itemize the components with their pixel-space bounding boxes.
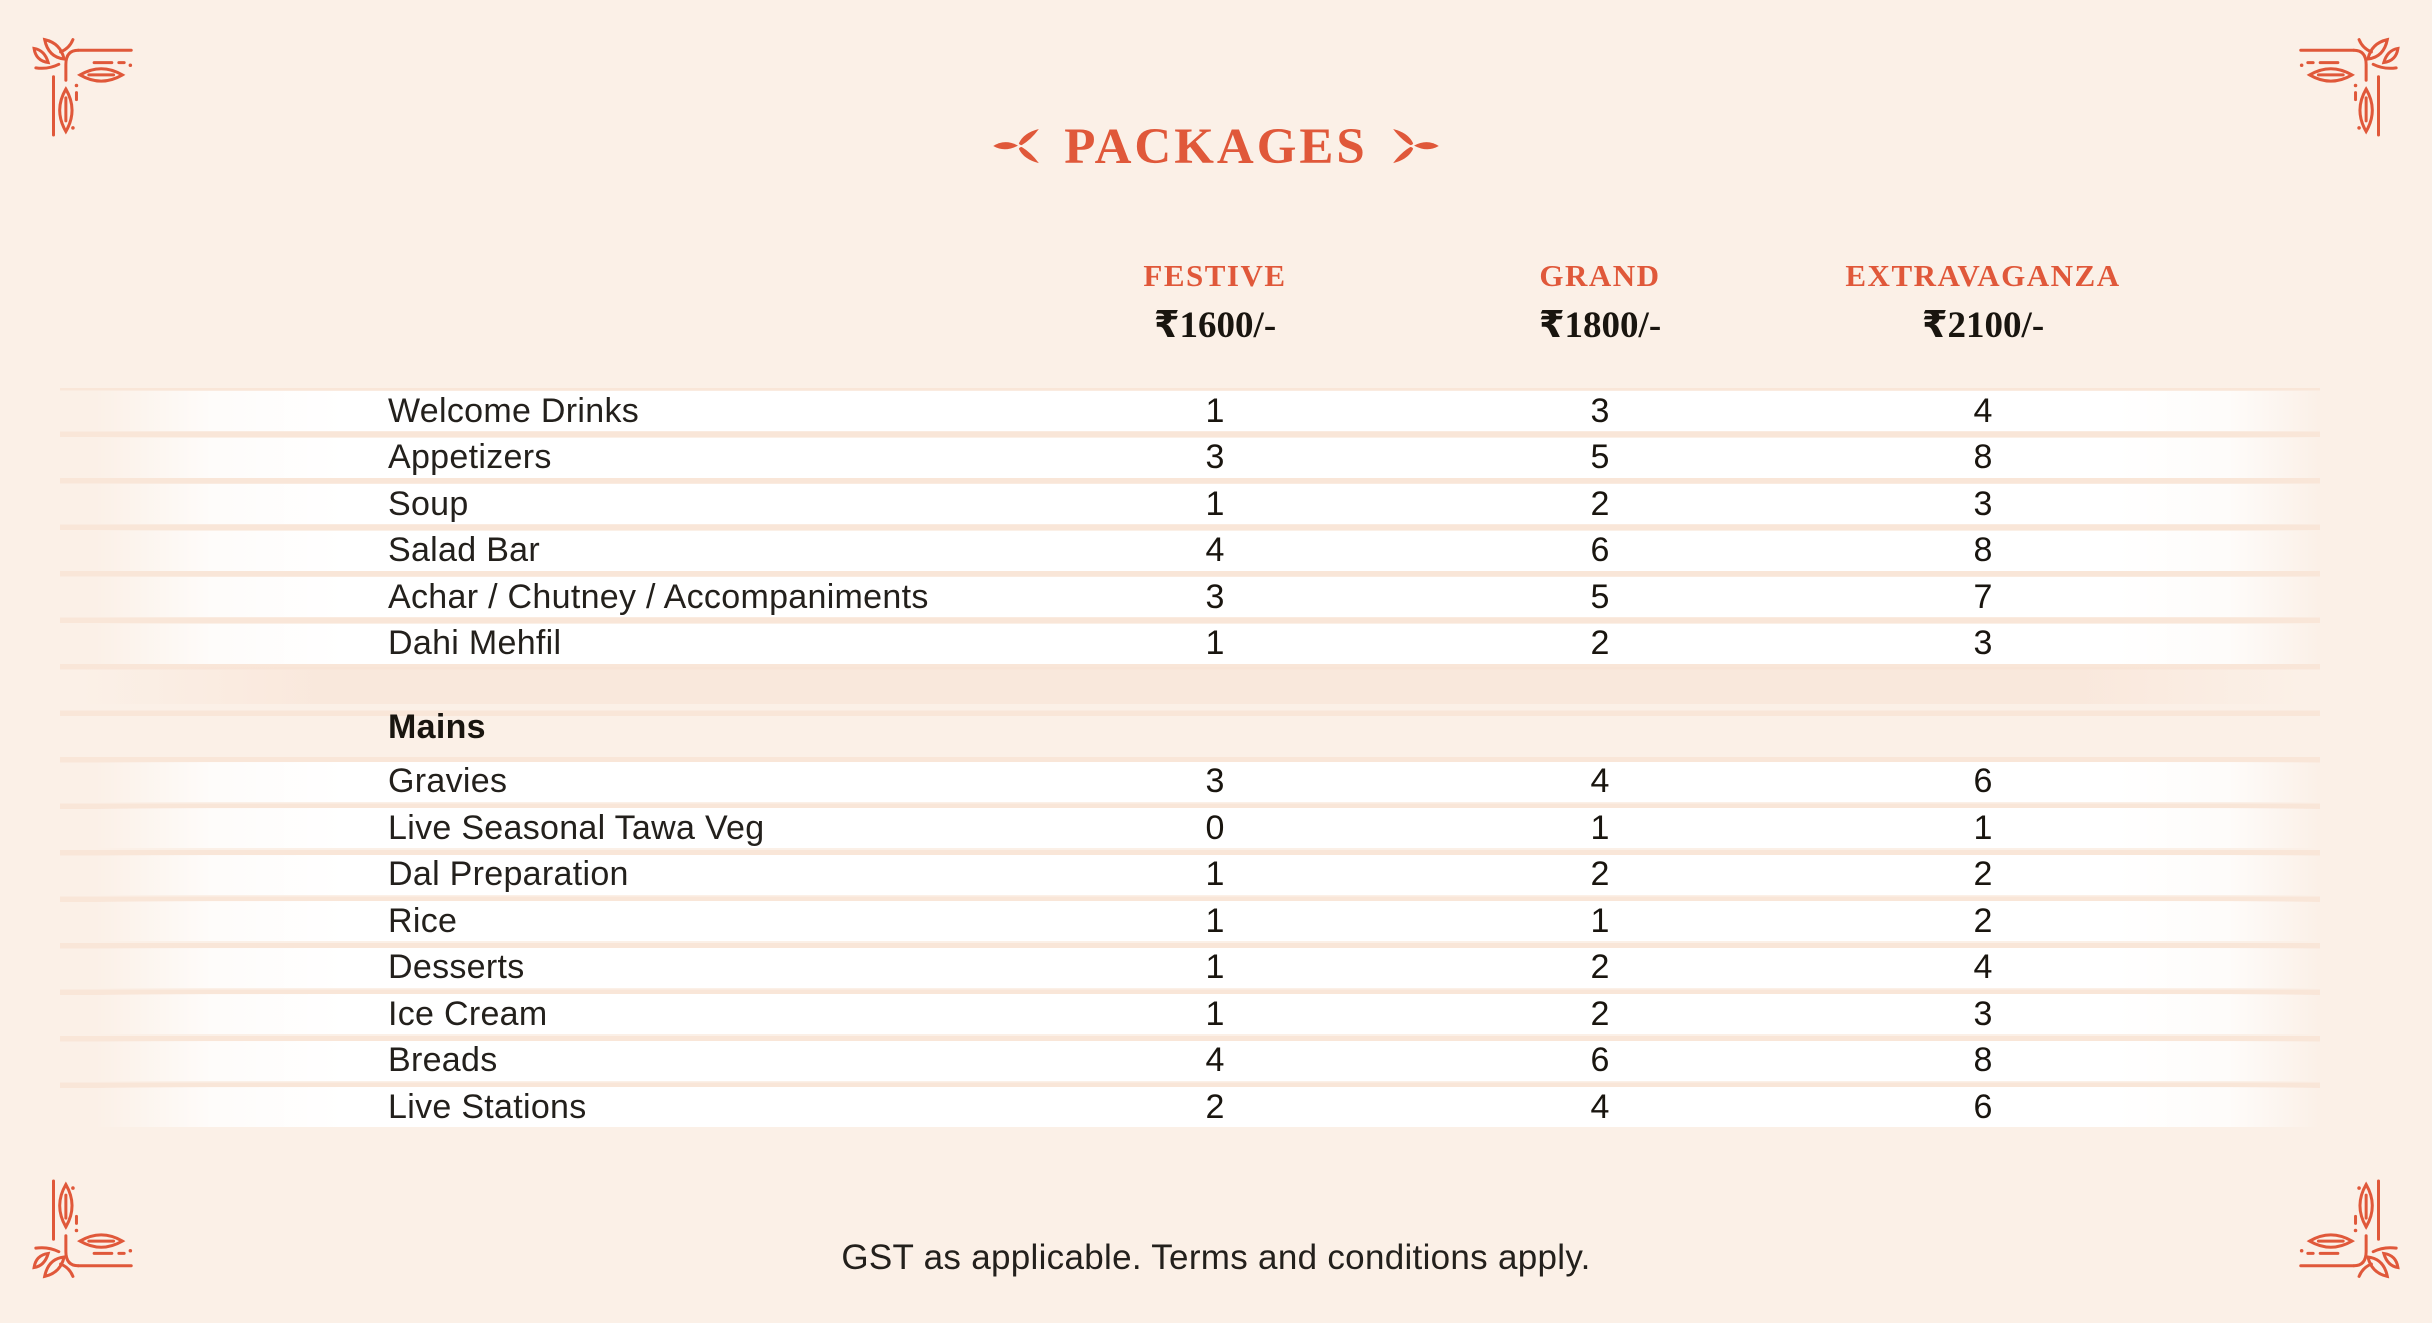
extravaganza-value: 1: [1973, 808, 1993, 847]
festive-value: 0: [1205, 808, 1225, 847]
package-price: ₹1600/-: [1153, 305, 1277, 346]
grand-value: 3: [1590, 391, 1610, 430]
festive-value: 1: [1205, 484, 1225, 523]
grand-value: 2: [1590, 624, 1610, 663]
festive-value: 1: [1205, 948, 1225, 987]
extravaganza-value: 4: [1973, 391, 1993, 430]
festive-value: 3: [1205, 577, 1225, 616]
grand-value: 4: [1590, 762, 1610, 801]
table-row: [0, 528, 2432, 575]
item-label: Rice: [388, 901, 458, 940]
footer-note: GST as applicable. Terms and conditions apply.: [841, 1238, 1591, 1277]
item-label: Appetizers: [388, 438, 552, 477]
package-header-row: [0, 258, 2432, 347]
grand-value: 2: [1590, 948, 1610, 987]
item-label: Desserts: [388, 948, 525, 987]
festive-value: 1: [1205, 994, 1225, 1033]
grand-value: 1: [1590, 808, 1610, 847]
item-label: Live Stations: [388, 1087, 587, 1126]
festive-value: 1: [1205, 624, 1225, 663]
extravaganza-value: 8: [1973, 531, 1993, 570]
extravaganza-value: 3: [1973, 994, 1993, 1033]
table-row: [0, 1038, 2432, 1085]
extravaganza-value: 8: [1973, 438, 1993, 477]
package-column-header: [1788, 258, 2178, 347]
package-table-rows: [0, 388, 2432, 1131]
grand-value: 2: [1590, 855, 1610, 894]
festive-value: 4: [1205, 1041, 1225, 1080]
item-label: Ice Cream: [388, 994, 548, 1033]
extravaganza-value: 7: [1973, 577, 1993, 616]
extravaganza-value: 3: [1973, 484, 1993, 523]
package-column-header: [1018, 258, 1412, 347]
package-price: ₹2100/-: [1921, 305, 2045, 346]
extravaganza-value: 2: [1973, 855, 1993, 894]
table-row: [0, 991, 2432, 1038]
table-row: [0, 481, 2432, 528]
title-block: [0, 118, 2432, 176]
table-row: [0, 388, 2432, 435]
festive-value: 3: [1205, 438, 1225, 477]
page-title: PACKAGES: [1064, 119, 1368, 175]
package-name: FESTIVE: [1143, 258, 1287, 293]
table-row: [0, 759, 2432, 806]
grand-value: 4: [1590, 1087, 1610, 1126]
item-label: Gravies: [388, 762, 508, 801]
item-label: Salad Bar: [388, 531, 541, 570]
item-label: Dal Preparation: [388, 855, 629, 894]
grand-value: 2: [1590, 994, 1610, 1033]
section-heading-row: [0, 704, 2432, 751]
extravaganza-value: 8: [1973, 1041, 1993, 1080]
package-price: ₹1800/-: [1538, 305, 1662, 346]
grand-value: 1: [1590, 901, 1610, 940]
table-row: [0, 852, 2432, 899]
grand-value: 5: [1590, 438, 1610, 477]
fleuron-right-icon: [1390, 128, 1440, 166]
fleuron-left-icon: [992, 128, 1042, 166]
grand-value: 5: [1590, 577, 1610, 616]
item-label: Breads: [388, 1041, 498, 1080]
package-name: EXTRAVAGANZA: [1845, 258, 2121, 293]
item-label: Welcome Drinks: [388, 391, 640, 430]
package-column-header: [1412, 258, 1788, 347]
festive-value: 1: [1205, 901, 1225, 940]
grand-value: 6: [1590, 531, 1610, 570]
festive-value: 3: [1205, 762, 1225, 801]
festive-value: 2: [1205, 1087, 1225, 1126]
section-heading: Mains: [388, 707, 486, 746]
extravaganza-value: 3: [1973, 624, 1993, 663]
table-row: [0, 435, 2432, 482]
table-row: [0, 898, 2432, 945]
extravaganza-value: 6: [1973, 1087, 1993, 1126]
table-row: [0, 1084, 2432, 1131]
festive-value: 1: [1205, 391, 1225, 430]
table-row: [0, 805, 2432, 852]
grand-value: 6: [1590, 1041, 1610, 1080]
item-label: Dahi Mehfil: [388, 624, 562, 663]
festive-value: 4: [1205, 531, 1225, 570]
table-row: [0, 574, 2432, 621]
table-row: [0, 621, 2432, 668]
table-row: [0, 945, 2432, 992]
extravaganza-value: 4: [1973, 948, 1993, 987]
extravaganza-value: 6: [1973, 762, 1993, 801]
item-label: Soup: [388, 484, 469, 523]
grand-value: 2: [1590, 484, 1610, 523]
extravaganza-value: 2: [1973, 901, 1993, 940]
section-gap: [0, 667, 2432, 704]
item-label: Achar / Chutney / Accompaniments: [388, 577, 929, 616]
item-label: Live Seasonal Tawa Veg: [388, 808, 765, 847]
package-name: GRAND: [1539, 258, 1661, 293]
festive-value: 1: [1205, 855, 1225, 894]
